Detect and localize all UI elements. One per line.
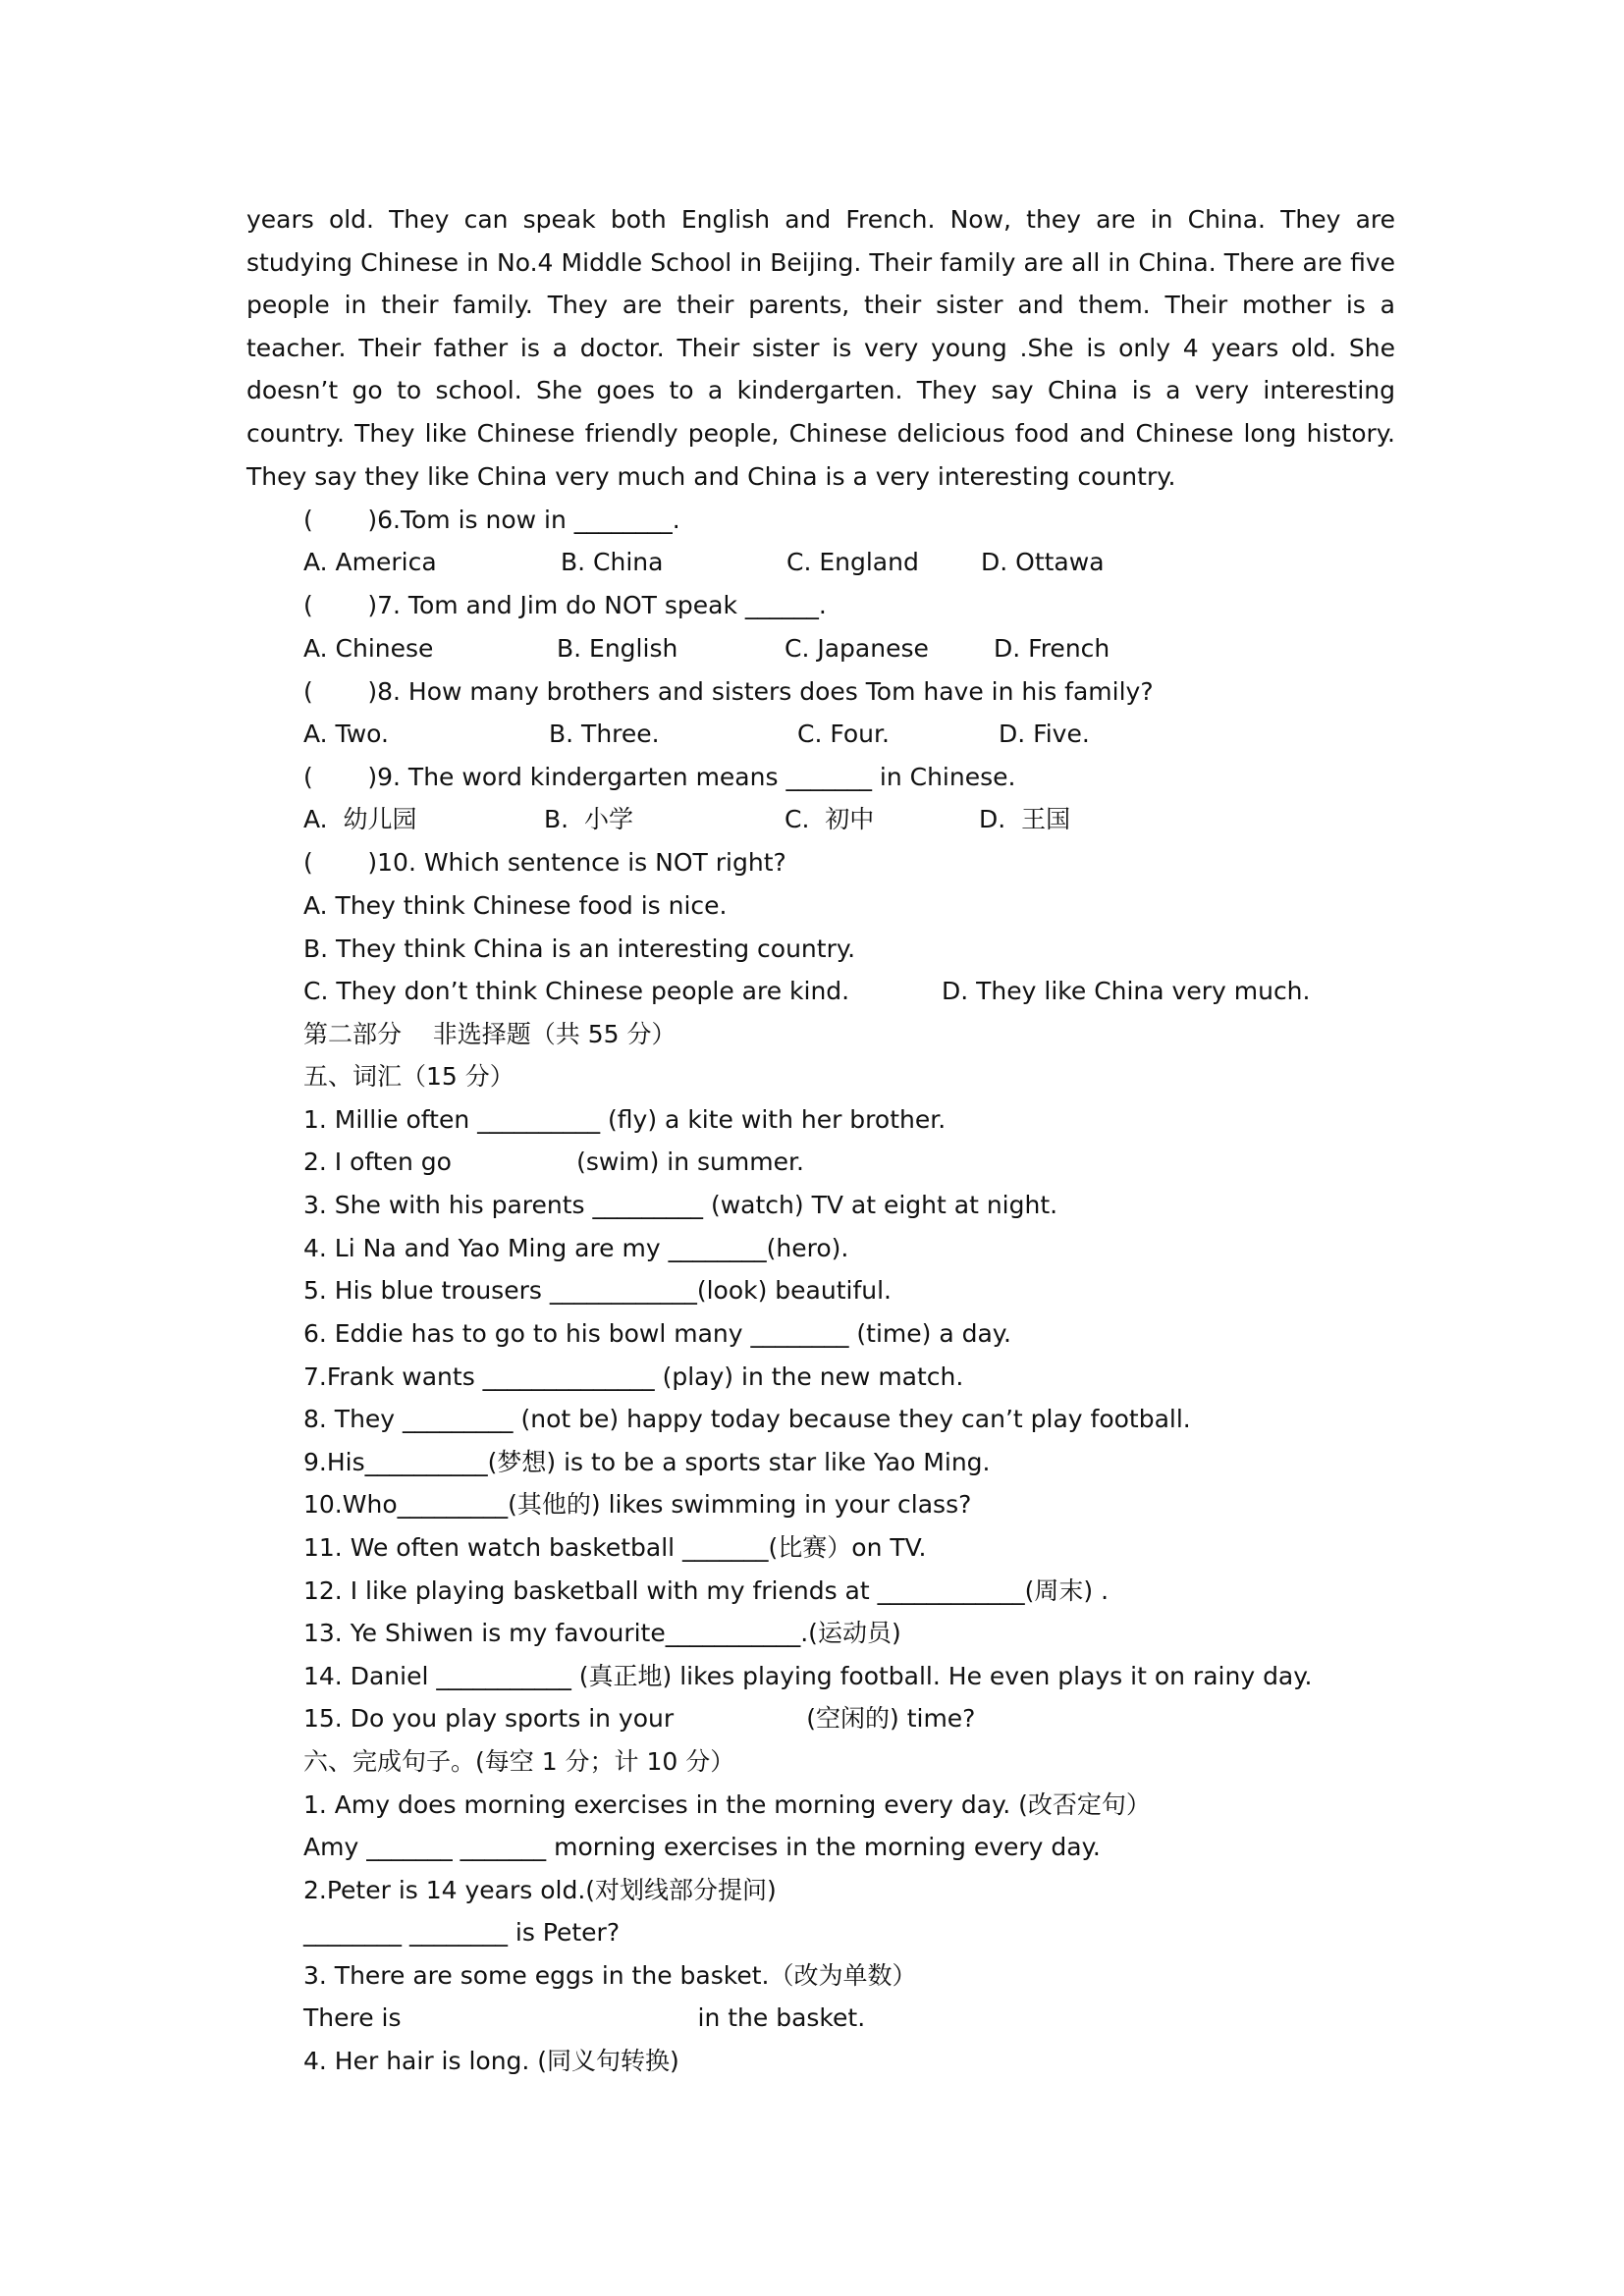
question-8-options xyxy=(303,715,1383,754)
option-a: A. 幼儿园 xyxy=(303,805,417,833)
option-c: C. Japanese xyxy=(785,634,929,663)
question-10-stem: ( )10. Which sentence is NOT right? xyxy=(303,848,786,877)
vocab-item: 10.Who_________(其他的) likes swimming in your class? xyxy=(303,1490,972,1519)
option-b: B. China xyxy=(561,548,664,576)
option-c: C. They don’t think Chinese people are kind. xyxy=(303,977,850,1005)
option-a: A. Chinese xyxy=(303,634,434,663)
option-c: C. England xyxy=(786,548,919,576)
question-7-stem: ( )7. Tom and Jim do NOT speak ______. xyxy=(303,591,827,619)
vocab-item: 3. She with his parents _________ (watch) TV at eight at night. xyxy=(303,1191,1058,1219)
option-a: A. America xyxy=(303,548,437,576)
vocab-item: 4. Li Na and Yao Ming are my ________(hero). xyxy=(303,1234,849,1262)
vocab-item: 14. Daniel ___________ (真正地) likes playing football. He even plays it on rainy day. xyxy=(303,1662,1313,1690)
question-8-stem: ( )8. How many brothers and sisters does Tom have in his family? xyxy=(303,677,1154,706)
sentence-line: ________ ________ is Peter? xyxy=(303,1918,621,1947)
option-b: B. English xyxy=(557,634,678,663)
sentence-line: There is in the basket. xyxy=(303,2003,866,2032)
vocab-item: 8. They _________ (not be) happy today because they can’t play football. xyxy=(303,1405,1191,1433)
vocab-item: 5. His blue trousers ____________(look) beautiful. xyxy=(303,1276,892,1305)
question-10-option-b: B. They think China is an interesting country. xyxy=(303,934,856,963)
vocab-item: 12. I like playing basketball with my friends at ____________(周末) . xyxy=(303,1576,1110,1605)
sentence-line: 2.Peter is 14 years old.(对划线部分提问) xyxy=(303,1876,777,1904)
question-6-stem: ( )6.Tom is now in ________. xyxy=(303,506,680,534)
vocab-item: 11. We often watch basketball _______(比赛）on TV. xyxy=(303,1533,927,1562)
sentence-line: 4. Her hair is long. (同义句转换) xyxy=(303,2047,679,2075)
vocab-item: 13. Ye Shiwen is my favourite___________.(运动员) xyxy=(303,1619,901,1647)
option-a: A. Two. xyxy=(303,720,389,748)
sentence-line: 1. Amy does morning exercises in the morning every day. (改否定句） xyxy=(303,1790,1151,1819)
option-c: C. Four. xyxy=(797,720,890,748)
question-9-options xyxy=(303,800,1383,839)
question-9-stem: ( )9. The word kindergarten means _______ in Chinese. xyxy=(303,763,1016,791)
option-b: B. Three. xyxy=(549,720,660,748)
vocab-item: 7.Frank wants ______________ (play) in the new match. xyxy=(303,1362,964,1391)
question-7-options xyxy=(303,629,1383,668)
section5-heading: 五、词汇（15 分） xyxy=(303,1062,514,1091)
vocab-item: 2. I often go (swim) in summer. xyxy=(303,1148,804,1176)
reading-passage: years old. They can speak both English and French. Now, they are in China. They are studying Chinese in No.4 Middle School in Beijing. Their family are all in China. There are five people in their family. They are their parents, their sister and them. Their mother is a teacher. Their father is a doctor. Their sister is very young .She is only 4 years old. She doesn’t go to school. She goes to a kindergarten. They say China is a very interesting country. They like Chinese friendly people, Chinese delicious food and Chinese long history. They say they like China very much and China is a very interesting country. xyxy=(246,205,1395,491)
vocab-item: 9.His__________(梦想) is to be a sports star like Yao Ming. xyxy=(303,1448,991,1476)
question-6-options xyxy=(303,543,1383,582)
vocab-item: 6. Eddie has to go to his bowl many ________ (time) a day. xyxy=(303,1319,1011,1348)
option-d: D. Ottawa xyxy=(981,548,1105,576)
sentence-line: Amy _______ _______ morning exercises in the morning every day. xyxy=(303,1833,1101,1861)
option-b: B. 小学 xyxy=(544,805,633,833)
option-d: D. 王国 xyxy=(979,805,1071,833)
option-d: D. They like China very much. xyxy=(942,977,1311,1005)
vocab-item: 1. Millie often __________ (fly) a kite with her brother. xyxy=(303,1105,947,1134)
part2-heading: 第二部分 非选择题（共 55 分） xyxy=(303,1020,677,1048)
question-10-options-cd xyxy=(303,972,1383,1011)
section6-heading: 六、完成句子。(每空 1 分；计 10 分） xyxy=(303,1747,735,1776)
sentence-line: 3. There are some eggs in the basket.（改为单数） xyxy=(303,1961,917,1990)
option-d: D. Five. xyxy=(999,720,1090,748)
vocab-item: 15. Do you play sports in your (空闲的) time? xyxy=(303,1704,976,1733)
question-10-option-a: A. They think Chinese food is nice. xyxy=(303,891,728,920)
option-d: D. French xyxy=(994,634,1110,663)
option-c: C. 初中 xyxy=(785,805,875,833)
